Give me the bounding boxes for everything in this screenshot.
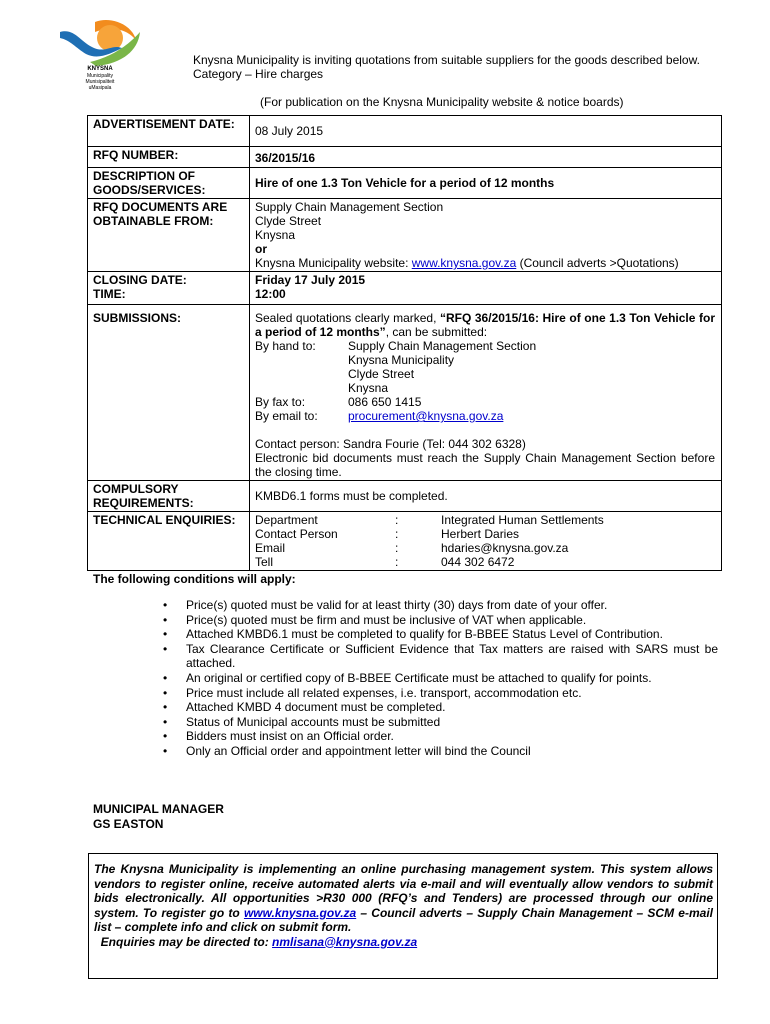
tech-value: hdaries@knysna.gov.za (441, 541, 569, 555)
bullet-icon: • (163, 729, 168, 744)
tech-value: Integrated Human Settlements (441, 513, 604, 527)
tech-key: Contact Person (255, 527, 338, 541)
docs-web (255, 256, 715, 270)
logo-line1: Municipality (86, 73, 114, 79)
bullet-icon: • (163, 714, 168, 729)
list-item (150, 744, 718, 759)
tech-sep: : (395, 527, 399, 541)
by-fax (255, 395, 715, 409)
by-hand-address (348, 339, 536, 395)
row-submissions (88, 305, 722, 481)
submissions-intro (255, 311, 715, 339)
tech-value: 044 302 6472 (441, 555, 515, 569)
row-compulsory (88, 481, 722, 512)
procurement-email-link[interactable]: procurement@knysna.gov.za (348, 409, 504, 423)
compulsory-value: KMBD6.1 forms must be completed. (250, 481, 722, 512)
logo-name: KNYSNA (87, 66, 113, 72)
tech-key: Tell (255, 555, 274, 569)
by-hand-line: Clyde Street (348, 367, 415, 381)
online-system-notice (88, 853, 718, 979)
by-hand (255, 339, 715, 395)
signoff-name: GS EASTON (93, 817, 164, 831)
signoff-title: MUNICIPAL MANAGER (93, 802, 224, 816)
row-documents (88, 199, 722, 272)
list-item (150, 715, 718, 730)
closing-date-value: Friday 17 July 2015 (255, 273, 366, 287)
condition-text: Tax Clearance Certificate or Sufficient Evidence that Tax matters are raised with SARS must be attached. (186, 641, 718, 671)
rfq-table (87, 115, 722, 571)
tech-sep: : (395, 541, 399, 555)
condition-text: Price(s) quoted must be firm and must be inclusive of VAT when applicable. (186, 612, 587, 627)
condition-text: Only an Official order and appointment letter will bind the Council (186, 743, 531, 758)
row-advert-date (88, 116, 722, 147)
conditions-list (150, 598, 718, 759)
description-label: DESCRIPTION OF GOODS/SERVICES: (88, 168, 250, 199)
intro-text: Knysna Municipality is inviting quotations from suitable suppliers for the goods described below. Category – Hire charges (193, 53, 700, 81)
by-email (255, 409, 715, 423)
tech-sep: : (395, 513, 399, 527)
rfq-number-label: RFQ NUMBER: (88, 147, 250, 168)
enquiries-email-link[interactable]: nmlisana@knysna.gov.za (272, 934, 418, 949)
by-email-label: By email to: (255, 409, 318, 423)
condition-text: Bidders must insist on an Official order. (186, 729, 394, 744)
row-rfq-number (88, 147, 722, 168)
logo-line2: Munisipaliteit (85, 79, 115, 85)
tech-value: Herbert Daries (441, 527, 520, 541)
condition-text: Attached KMBD6.1 must be completed to qualify for B-BBEE Status Level of Contribution. (186, 627, 663, 642)
condition-text: Price must include all related expenses, i.e. transport, accommodation etc. (186, 685, 582, 700)
docs-or: or (255, 242, 267, 256)
compulsory-label: COMPULSORY REQUIREMENTS: (88, 481, 250, 512)
list-item (150, 613, 718, 628)
submissions-label: SUBMISSIONS: (88, 305, 250, 481)
bullet-icon: • (163, 685, 168, 700)
list-item (150, 642, 718, 671)
by-fax-value: 086 650 1415 (348, 395, 422, 409)
bullet-icon: • (163, 641, 168, 656)
row-description (88, 168, 722, 199)
spacer (255, 423, 715, 437)
bullet-icon: • (163, 612, 168, 627)
conditions-title: The following conditions will apply: (93, 572, 296, 586)
sub-intro-b: “RFQ 36/2015/16: Hire of one 1.3 Ton Vehicle for a period of 12 months” (255, 311, 715, 339)
advert-date-label: ADVERTISEMENT DATE: (88, 116, 250, 147)
bullet-icon: • (163, 598, 168, 612)
list-item (150, 671, 718, 686)
row-technical (88, 512, 722, 571)
docs-line2: Clyde Street (255, 214, 322, 228)
logo-line3: uMasipala (88, 85, 112, 91)
contact-person: Contact person: Sandra Fourie (Tel: 044 302 6328) (255, 437, 526, 451)
by-hand-line: Knysna Municipality (348, 353, 455, 367)
condition-text: Status of Municipal accounts must be submitted (186, 714, 441, 729)
technical-label: TECHNICAL ENQUIRIES: (88, 512, 250, 571)
notice-enquiries-prefix: Enquiries may be directed to: (94, 934, 273, 949)
bullet-icon: • (163, 743, 168, 758)
row-closing (88, 272, 722, 305)
technical-grid (255, 513, 715, 569)
notice-part1: The Knysna Municipality is implementing an online purchasing management system. This system allows vendors to register online, receive automated alerts via e-mail and will eventually allow vendors to submit bids electronically. All opportunities >R30 000 (RFQ’s and Tenders) are processed through our online system. To register go to (94, 862, 713, 920)
sub-intro-c: , can be submitted: (385, 325, 488, 339)
list-item (150, 729, 718, 744)
website-link[interactable]: www.knysna.gov.za (411, 256, 517, 270)
documents-label: RFQ DOCUMENTS ARE OBTAINABLE FROM: (88, 199, 250, 272)
notice-part2: – Council adverts – Supply Chain Management – SCM e-mail list – complete info and click on submit form. (94, 905, 713, 934)
logo-text (70, 66, 130, 91)
tech-key: Email (255, 541, 286, 555)
description-value: Hire of one 1.3 Ton Vehicle for a period of 12 months (250, 168, 722, 199)
condition-text: Price(s) quoted must be valid for at least thirty (30) days from date of your offer. (186, 598, 608, 612)
advert-date-value: 08 July 2015 (250, 116, 722, 147)
bullet-icon: • (163, 670, 168, 685)
electronic-note: Electronic bid documents must reach the Supply Chain Management Section before the closing time. (255, 451, 715, 479)
closing-date-label: CLOSING DATE: (93, 273, 187, 287)
bullet-icon: • (163, 627, 168, 642)
by-hand-line: Supply Chain Management Section (348, 339, 537, 353)
docs-line1: Supply Chain Management Section (255, 200, 444, 214)
technical-value (250, 512, 722, 571)
sub-intro-a: Sealed quotations clearly marked, (255, 311, 440, 325)
list-item (150, 700, 718, 715)
list-item (150, 686, 718, 701)
signoff (93, 802, 224, 832)
bullet-icon: • (163, 700, 168, 715)
closing-label (88, 272, 250, 305)
list-item (150, 598, 718, 613)
tech-key: Department (255, 513, 318, 527)
by-hand-label: By hand to: (255, 339, 316, 353)
condition-text: Attached KMBD 4 document must be completed. (186, 700, 446, 715)
documents-value (250, 199, 722, 272)
docs-web-prefix: Knysna Municipality website: (255, 256, 412, 270)
closing-time-value: 12:00 (255, 287, 286, 301)
by-fax-label: By fax to: (255, 395, 306, 409)
condition-text: An original or certified copy of B-BBEE Certificate must be attached to qualify for points. (186, 670, 652, 685)
list-item (150, 627, 718, 642)
tech-sep: : (395, 555, 399, 569)
publication-note: (For publication on the Knysna Municipality website & notice boards) (260, 95, 624, 109)
docs-web-suffix: (Council adverts >Quotations) (516, 256, 679, 270)
docs-line3: Knysna (255, 228, 296, 242)
rfq-number-value: 36/2015/16 (250, 147, 722, 168)
closing-time-label: TIME: (93, 287, 126, 301)
logo-emblem-icon (50, 18, 150, 68)
submissions-value (250, 305, 722, 481)
closing-value (250, 272, 722, 305)
by-hand-line: Knysna (348, 381, 389, 395)
notice-website-link[interactable]: www.knysna.gov.za (243, 905, 357, 920)
